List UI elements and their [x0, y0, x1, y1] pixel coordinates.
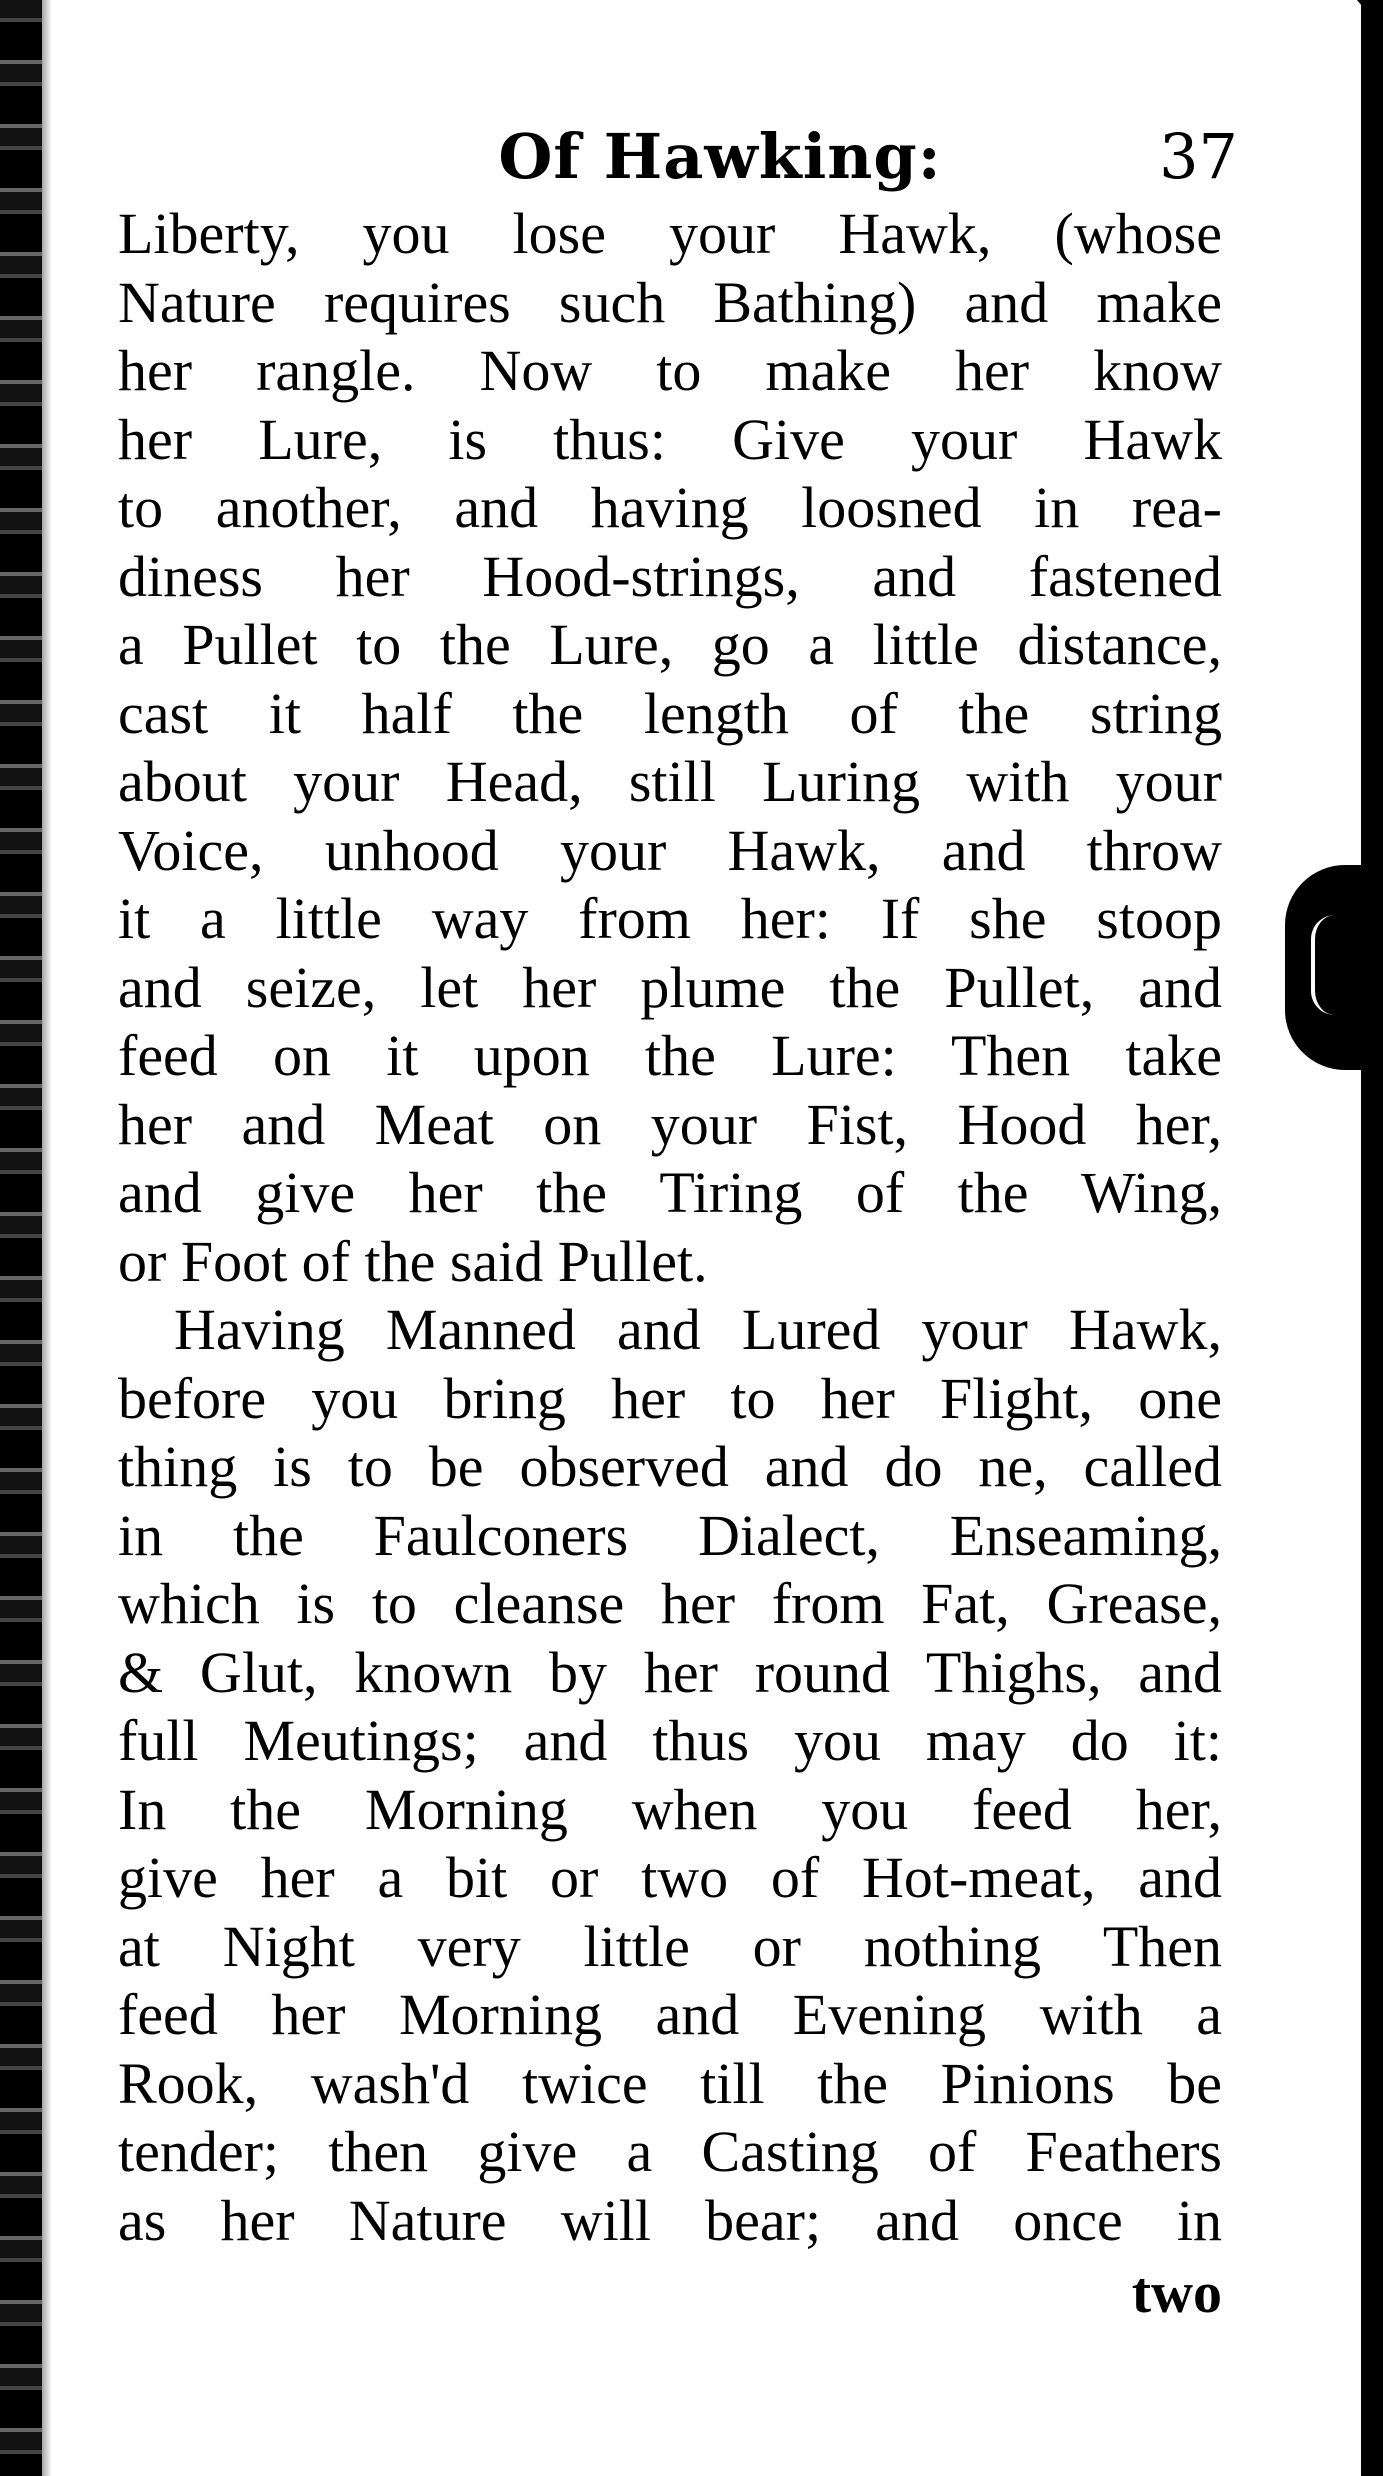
- text-line: as her Nature will bear; and once in: [118, 2187, 1222, 2253]
- text-line: her rangle. Now to make her know: [118, 338, 1222, 403]
- paragraph-2: [118, 1296, 1222, 2255]
- text-line: feed on it upon the Lure: Then take: [118, 1023, 1222, 1088]
- page-edge-right: [1361, 0, 1383, 2476]
- text-line: thing is to be observed and do ne, called: [118, 1434, 1222, 1499]
- text-line: and seize, let her plume the Pullet, and: [118, 954, 1222, 1020]
- text-line: Rook, wash'd twice till the Pinions be: [118, 2050, 1222, 2116]
- text-line: Voice, unhood your Hawk, and throw: [118, 817, 1222, 883]
- text-line: her and Meat on your Fist, Hood her,: [118, 1091, 1222, 1157]
- text-line: feed her Morning and Evening with a: [118, 1982, 1222, 2047]
- text-line: at Night very little or nothing Then: [118, 1913, 1222, 1979]
- text-line: cast it half the length of the string: [118, 680, 1222, 746]
- text-line: it a little way from her: If she stoop: [118, 886, 1222, 951]
- text-line: before you bring her to her Flight, one: [118, 1365, 1222, 1431]
- text-line: which is to cleanse her from Fat, Grease,: [118, 1571, 1222, 1636]
- text-line: full Meutings; and thus you may do it:: [118, 1708, 1222, 1773]
- text-line: her Lure, is thus: Give your Hawk: [118, 406, 1222, 472]
- text-line: and give her the Tiring of the Wing,: [118, 1160, 1222, 1225]
- text-line: in the Faulconers Dialect, Enseaming,: [118, 1502, 1222, 1568]
- text-line: Having Manned and Lured your Hawk,: [174, 1297, 1222, 1362]
- text-line: a Pullet to the Lure, go a little distance,: [118, 612, 1222, 677]
- catchword: two: [1131, 2260, 1222, 2325]
- text-line: Liberty, you lose your Hawk, (whose: [118, 201, 1222, 266]
- thumb-tab-mark: [1285, 865, 1383, 1070]
- text-line: to another, and having loosned in rea-: [118, 475, 1222, 540]
- text-line: diness her Hood-strings, and fastened: [118, 543, 1222, 609]
- text-line: tender; then give a Casting of Feathers: [118, 2119, 1222, 2184]
- paragraph-1: [118, 200, 1222, 1296]
- text-line: In the Morning when you feed her,: [118, 1776, 1222, 1842]
- body-text: [118, 200, 1222, 2330]
- page-number: 37: [1159, 120, 1238, 193]
- text-line: Nature requires such Bathing) and make: [118, 269, 1222, 335]
- page-edge-left: [0, 0, 42, 2476]
- page-header: [0, 102, 1383, 212]
- running-title: Of Hawking:: [498, 120, 942, 193]
- text-line: & Glut, known by her round Thighs, and: [118, 1639, 1222, 1705]
- text-line: or Foot of the said Pullet.: [118, 1228, 708, 1294]
- text-line: give her a bit or two of Hot-meat, and: [118, 1845, 1222, 1910]
- page-corner-fold: [1287, 0, 1383, 60]
- text-line: about your Head, still Luring with your: [118, 749, 1222, 814]
